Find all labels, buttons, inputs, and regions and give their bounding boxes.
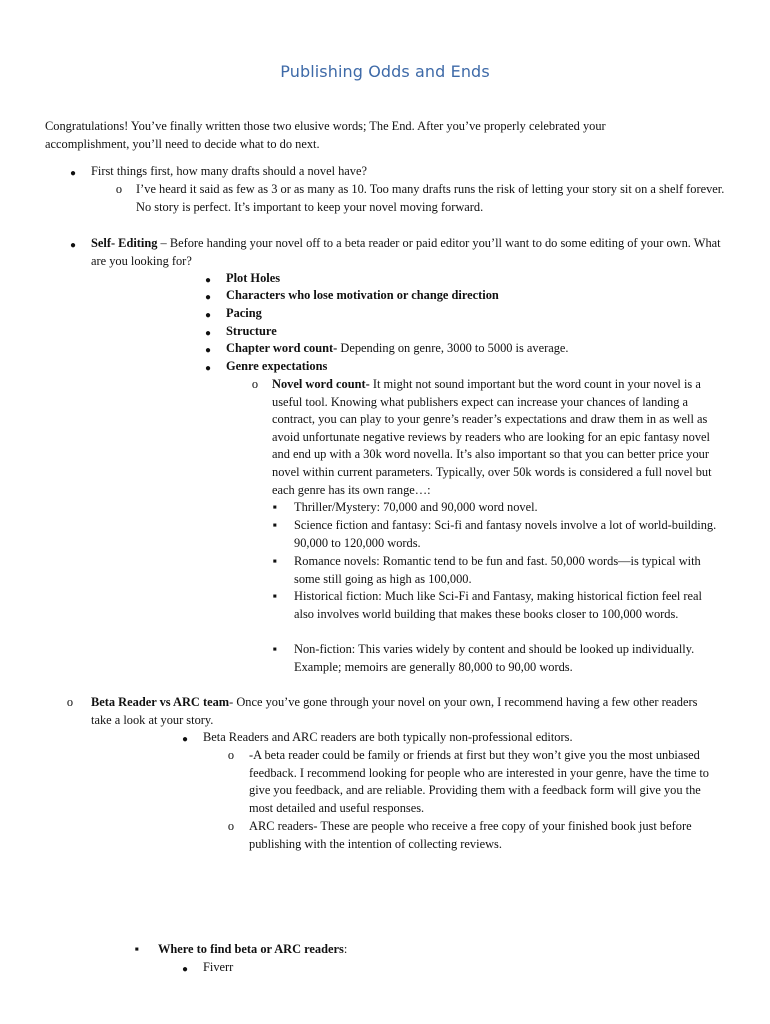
self-editing-text: – Before handing your novel off to a beta reader or paid editor you’ll want to do some editing of your own. What are you looking for? [91,236,721,268]
bullet-circle: o [66,695,74,709]
bullet-square: ▪ [272,554,278,568]
beta-reader-description: -A beta reader could be family or friends at first but they won’t give you the most unbiased feedback. I recommend looking for people who are interested in your genre, have the time to give you feedback, and are reliable. Providing them with a feedback form will give you the most detailed and useful responses. [249,748,710,815]
bullet-square: ▪ [272,589,278,603]
genre-item-historical: Historical fiction: Much like Sci-Fi and Fantasy, making historical fiction feel real also involves world building that makes these books closer to 100,000 words. [294,589,702,621]
self-editing-paragraph [91,235,726,270]
bullet-disc: ● [204,363,212,374]
genre-item-scifi: Science fiction and fantasy: Sci-fi and fantasy novels involve a lot of world-building. 90,000 to 120,000 words. [294,518,717,550]
genre-expectations: Genre expectations [226,359,328,373]
bullet-disc: ● [69,168,77,179]
genre-item-nonfiction: Non-fiction: This varies widely by content and should be looked up individually. Example; memoirs are generally 80,000 to 90,00 words. [294,642,695,674]
list-item: Pacing [226,306,262,320]
bullet-disc: ● [69,240,77,251]
bullet-circle: o [251,377,259,391]
beta-arc-sub: Beta Readers and ARC readers are both typically non-professional editors. [203,730,573,744]
bullet-disc: ● [181,964,189,975]
list-item: Plot Holes [226,271,281,285]
bullet-square: ▪ [272,500,278,514]
genre-item-thriller: Thriller/Mystery: 70,000 and 90,000 word novel. [294,500,538,514]
drafts-answer: I’ve heard it said as few as 3 or as many as 10. Too many drafts runs the risk of letting your story sit on a shelf forever. No story is perfect. It’s important to keep your novel moving forward. [136,182,725,214]
chapter-word-count: Chapter word count- Depending on genre, 3000 to 5000 is average. [226,341,569,355]
bullet-square: ▪ [134,942,140,956]
bullet-disc: ● [204,275,212,286]
list-item: Characters who lose motivation or change direction [226,288,499,302]
genre-item-romance: Romance novels: Romantic tend to be fun and fast. 50,000 words—is typical with some still going as high as 100,000. [294,554,701,586]
intro-paragraph: Congratulations! You’ve finally written those two elusive words; The End. After you’ve properly celebrated your accomplishment, you’ll need to decide what to do next. [45,119,606,151]
arc-reader-description: ARC readers- These are people who receive a free copy of your finished book just before publishing with the intention of collecting reviews. [249,819,692,851]
bullet-circle: o [227,819,235,833]
where-to-find: Where to find beta or ARC readers: [158,942,348,956]
drafts-question: First things first, how many drafts should a novel have? [91,164,367,178]
list-item-fiverr: Fiverr [203,960,234,974]
document-title: Publishing Odds and Ends [280,62,490,81]
bullet-disc: ● [181,734,189,745]
bullet-circle: o [115,182,123,196]
bullet-disc: ● [204,310,212,321]
bullet-circle: o [227,748,235,762]
bullet-square: ▪ [272,518,278,532]
beta-reader-paragraph: Beta Reader vs ARC team- Once you’ve gone through your novel on your own, I recommend having a few other readers take a look at your story. [91,695,698,727]
bullet-disc: ● [204,345,212,356]
novel-word-count: Novel word count- It might not sound important but the word count in your novel is a useful tool. Knowing what publishers expect can increase your chances of landing a contract, you can play to your genre’s reader’s expectations and draw them in as well as avoid unfortunate negative reviews by readers who are looking for an epic fantasy novel and end up with a 30k word novella. It’s also important so that you can better price your novel within current parameters. Typically, over 50k words is considered a full novel but each genre has its own range…: [272,377,712,497]
bullet-square: ▪ [272,642,278,656]
self-editing-label: Self- Editing [91,236,158,250]
bullet-disc: ● [204,292,212,303]
list-item: Structure [226,324,277,338]
bullet-disc: ● [204,328,212,339]
